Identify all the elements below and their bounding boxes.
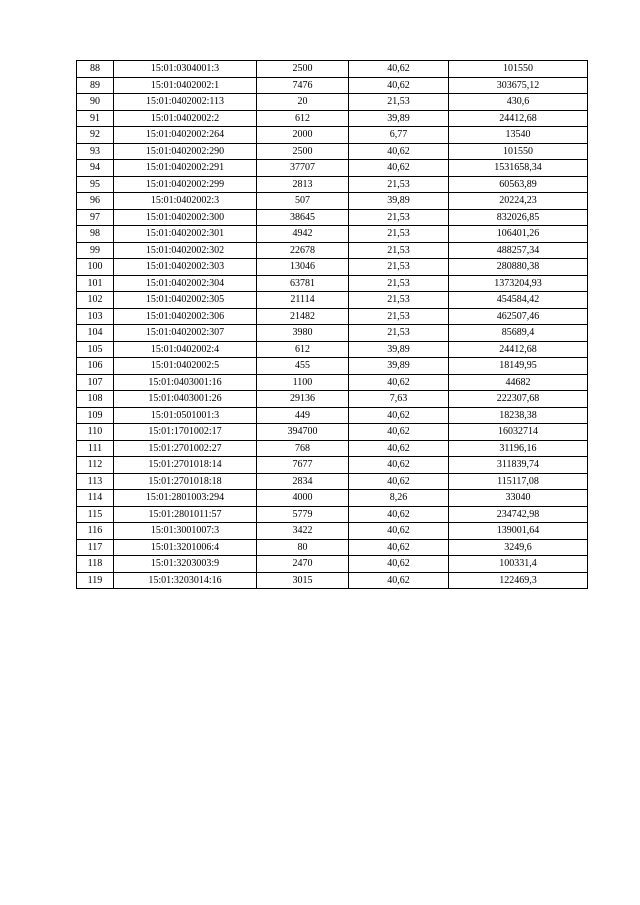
value-cell: 101550 [449,61,588,78]
cadastral-number-cell: 15:01:0402002:264 [114,127,257,144]
value-cell: 311839,74 [449,457,588,474]
rate-cell: 40,62 [349,457,449,474]
row-number-cell: 116 [77,523,114,540]
table-row [77,193,588,210]
table-row [77,457,588,474]
area-cell: 37707 [257,160,349,177]
value-cell: 488257,34 [449,242,588,259]
rate-cell: 40,62 [349,407,449,424]
rate-cell: 40,62 [349,440,449,457]
table-row [77,143,588,160]
rate-cell: 40,62 [349,572,449,589]
cadastral-number-cell: 15:01:0403001:16 [114,374,257,391]
row-number-cell: 112 [77,457,114,474]
rate-cell: 6,77 [349,127,449,144]
rate-cell: 21,53 [349,209,449,226]
rate-cell: 8,26 [349,490,449,507]
rate-cell: 39,89 [349,358,449,375]
cadastral-number-cell: 15:01:3203014:16 [114,572,257,589]
value-cell: 18149,95 [449,358,588,375]
value-cell: 139001,64 [449,523,588,540]
area-cell: 7677 [257,457,349,474]
cadastral-number-cell: 15:01:0402002:305 [114,292,257,309]
table-row [77,539,588,556]
area-cell: 449 [257,407,349,424]
cadastral-number-cell: 15:01:0402002:299 [114,176,257,193]
rate-cell: 40,62 [349,77,449,94]
value-cell: 85689,4 [449,325,588,342]
rate-cell: 40,62 [349,523,449,540]
value-cell: 16032714 [449,424,588,441]
area-cell: 612 [257,341,349,358]
area-cell: 2000 [257,127,349,144]
rate-cell: 40,62 [349,61,449,78]
area-cell: 29136 [257,391,349,408]
cadastral-number-cell: 15:01:1701002:17 [114,424,257,441]
table-row [77,523,588,540]
rate-cell: 40,62 [349,374,449,391]
value-cell: 24412,68 [449,341,588,358]
value-cell: 1373204,93 [449,275,588,292]
area-cell: 2813 [257,176,349,193]
cadastral-number-cell: 15:01:0402002:1 [114,77,257,94]
area-cell: 4000 [257,490,349,507]
row-number-cell: 96 [77,193,114,210]
value-cell: 60563,89 [449,176,588,193]
cadastral-number-cell: 15:01:2701018:14 [114,457,257,474]
area-cell: 455 [257,358,349,375]
cadastral-number-cell: 15:01:3203003:9 [114,556,257,573]
area-cell: 38645 [257,209,349,226]
rate-cell: 21,53 [349,176,449,193]
area-cell: 5779 [257,506,349,523]
rate-cell: 40,62 [349,143,449,160]
area-cell: 20 [257,94,349,111]
value-cell: 280880,38 [449,259,588,276]
row-number-cell: 114 [77,490,114,507]
area-cell: 22678 [257,242,349,259]
cadastral-number-cell: 15:01:0402002:307 [114,325,257,342]
rate-cell: 39,89 [349,193,449,210]
rate-cell: 40,62 [349,473,449,490]
row-number-cell: 102 [77,292,114,309]
value-cell: 24412,68 [449,110,588,127]
area-cell: 80 [257,539,349,556]
area-cell: 3980 [257,325,349,342]
area-cell: 768 [257,440,349,457]
row-number-cell: 111 [77,440,114,457]
value-cell: 44682 [449,374,588,391]
table-row [77,325,588,342]
table-row [77,341,588,358]
value-cell: 430,6 [449,94,588,111]
table-row [77,506,588,523]
cadastral-number-cell: 15:01:0402002:302 [114,242,257,259]
cadastral-number-cell: 15:01:0402002:300 [114,209,257,226]
table-row [77,490,588,507]
value-cell: 303675,12 [449,77,588,94]
value-cell: 454584,42 [449,292,588,309]
cadastral-number-cell: 15:01:2701002:27 [114,440,257,457]
cadastral-number-cell: 15:01:0402002:2 [114,110,257,127]
cadastral-number-cell: 15:01:3201006:4 [114,539,257,556]
area-cell: 2834 [257,473,349,490]
table-row [77,374,588,391]
row-number-cell: 98 [77,226,114,243]
cadastral-number-cell: 15:01:0402002:306 [114,308,257,325]
rate-cell: 21,53 [349,94,449,111]
area-cell: 3422 [257,523,349,540]
table-row [77,556,588,573]
table-row [77,259,588,276]
value-cell: 101550 [449,143,588,160]
table-row [77,275,588,292]
table-row [77,110,588,127]
cadastral-number-cell: 15:01:0402002:291 [114,160,257,177]
table-row [77,61,588,78]
table-row [77,77,588,94]
area-cell: 63781 [257,275,349,292]
cadastral-number-cell: 15:01:0501001:3 [114,407,257,424]
cadastral-number-cell: 15:01:0403001:26 [114,391,257,408]
cadastral-number-cell: 15:01:2701018:18 [114,473,257,490]
rate-cell: 39,89 [349,110,449,127]
table-row [77,407,588,424]
table-row [77,242,588,259]
area-cell: 7476 [257,77,349,94]
value-cell: 18238,38 [449,407,588,424]
area-cell: 2500 [257,61,349,78]
rate-cell: 21,53 [349,275,449,292]
area-cell: 13046 [257,259,349,276]
row-number-cell: 100 [77,259,114,276]
row-number-cell: 117 [77,539,114,556]
row-number-cell: 93 [77,143,114,160]
cadastral-number-cell: 15:01:3001007:3 [114,523,257,540]
value-cell: 20224,23 [449,193,588,210]
table-row [77,94,588,111]
area-cell: 394700 [257,424,349,441]
rate-cell: 7,63 [349,391,449,408]
row-number-cell: 109 [77,407,114,424]
row-number-cell: 119 [77,572,114,589]
value-cell: 106401,26 [449,226,588,243]
row-number-cell: 105 [77,341,114,358]
row-number-cell: 95 [77,176,114,193]
table-row [77,308,588,325]
table-row [77,424,588,441]
area-cell: 21114 [257,292,349,309]
value-cell: 462507,46 [449,308,588,325]
cadastral-number-cell: 15:01:2801011:57 [114,506,257,523]
table-row [77,209,588,226]
value-cell: 832026,85 [449,209,588,226]
cadastral-number-cell: 15:01:0304001:3 [114,61,257,78]
rate-cell: 21,53 [349,259,449,276]
cadastral-number-cell: 15:01:0402002:303 [114,259,257,276]
value-cell: 115117,08 [449,473,588,490]
value-cell: 222307,68 [449,391,588,408]
value-cell: 33040 [449,490,588,507]
value-cell: 122469,3 [449,572,588,589]
row-number-cell: 103 [77,308,114,325]
row-number-cell: 89 [77,77,114,94]
cadastral-number-cell: 15:01:0402002:3 [114,193,257,210]
row-number-cell: 97 [77,209,114,226]
row-number-cell: 110 [77,424,114,441]
value-cell: 31196,16 [449,440,588,457]
table-row [77,440,588,457]
cadastral-number-cell: 15:01:0402002:113 [114,94,257,111]
row-number-cell: 115 [77,506,114,523]
cadastral-number-cell: 15:01:0402002:4 [114,341,257,358]
row-number-cell: 94 [77,160,114,177]
rate-cell: 21,53 [349,242,449,259]
row-number-cell: 101 [77,275,114,292]
row-number-cell: 92 [77,127,114,144]
rate-cell: 21,53 [349,292,449,309]
table-row [77,292,588,309]
table-body [77,61,588,589]
rate-cell: 40,62 [349,539,449,556]
value-cell: 100331,4 [449,556,588,573]
cadastral-number-cell: 15:01:0402002:290 [114,143,257,160]
area-cell: 612 [257,110,349,127]
table-row [77,572,588,589]
rate-cell: 40,62 [349,424,449,441]
cadastral-number-cell: 15:01:0402002:304 [114,275,257,292]
table-row [77,127,588,144]
row-number-cell: 88 [77,61,114,78]
row-number-cell: 106 [77,358,114,375]
area-cell: 507 [257,193,349,210]
cadastral-table [76,60,588,589]
row-number-cell: 91 [77,110,114,127]
cadastral-number-cell: 15:01:0402002:301 [114,226,257,243]
table-row [77,176,588,193]
value-cell: 3249,6 [449,539,588,556]
area-cell: 4942 [257,226,349,243]
row-number-cell: 104 [77,325,114,342]
rate-cell: 21,53 [349,308,449,325]
row-number-cell: 107 [77,374,114,391]
rate-cell: 39,89 [349,341,449,358]
value-cell: 13540 [449,127,588,144]
row-number-cell: 99 [77,242,114,259]
value-cell: 1531658,34 [449,160,588,177]
row-number-cell: 108 [77,391,114,408]
cadastral-number-cell: 15:01:2801003:294 [114,490,257,507]
area-cell: 3015 [257,572,349,589]
rate-cell: 40,62 [349,160,449,177]
row-number-cell: 118 [77,556,114,573]
rate-cell: 40,62 [349,556,449,573]
area-cell: 2500 [257,143,349,160]
table-row [77,160,588,177]
rate-cell: 21,53 [349,325,449,342]
table-row [77,358,588,375]
table-row [77,226,588,243]
table-row [77,473,588,490]
table-row [77,391,588,408]
area-cell: 21482 [257,308,349,325]
area-cell: 1100 [257,374,349,391]
value-cell: 234742,98 [449,506,588,523]
rate-cell: 21,53 [349,226,449,243]
area-cell: 2470 [257,556,349,573]
cadastral-number-cell: 15:01:0402002:5 [114,358,257,375]
row-number-cell: 113 [77,473,114,490]
cadastral-table-container [76,60,587,589]
rate-cell: 40,62 [349,506,449,523]
row-number-cell: 90 [77,94,114,111]
